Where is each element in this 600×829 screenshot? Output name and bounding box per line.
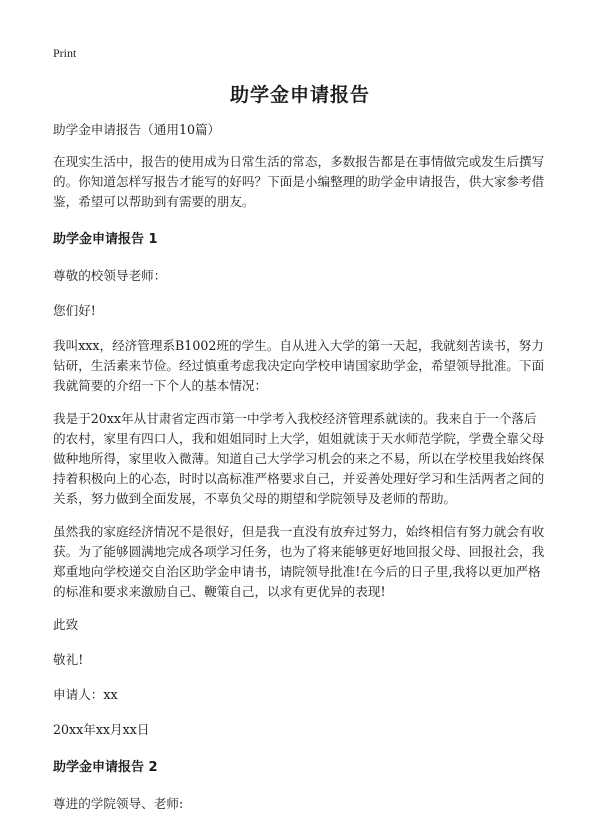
section-2-heading: 助学金申请报告 2: [53, 760, 158, 775]
body-paragraph-1: 我叫xxx，经济管理系B1002班的学生。自从进入大学的第一天起，我就刻苦读书，努力钻研，生活素来节俭。经过慎重考虑我决定向学校申请国家助学金，希望领导批准。下面我就简要的介绍一下个人的基本情况：: [53, 338, 545, 393]
closing-line-2: 敬礼!: [53, 652, 84, 667]
body-paragraph-3: 虽然我的家庭经济情况不是很好，但是我一直没有放弃过努力，始终相信有努力就会有收获。为了能够圆满地完成各项学习任务，也为了将来能够更好地回报父母、回报社会，我郑重地向学校递交自治区助学金申请书，请院领导批准!在今后的日子里,我将以更加严格的标准和要求来激励自己、鞭策自己，以求有更优异的表现!: [53, 524, 545, 599]
subtitle: 助学金申请报告（通用10篇）: [53, 122, 221, 137]
intro-paragraph: 在现实生活中，报告的使用成为日常生活的常态，多数报告都是在事情做完或发生后撰写的。你知道怎样写报告才能写的好吗？下面是小编整理的助学金申请报告，供大家参考借鉴，希望可以帮助到有需要的朋友。: [53, 154, 545, 209]
section-1-heading: 助学金申请报告 1: [53, 232, 158, 247]
print-link[interactable]: Print: [53, 46, 77, 60]
page-title: 助学金申请报告: [229, 84, 370, 106]
applicant-line: 申请人：xx: [53, 687, 118, 702]
salutation: 尊敬的校领导老师：: [53, 268, 167, 283]
closing-line-1: 此致: [53, 617, 79, 632]
date-line: 20xx年xx月xx日: [53, 722, 150, 737]
salutation-2: 尊进的学院领导、老师:: [53, 796, 184, 811]
body-paragraph-2: 我是于20xx年从甘肃省定西市第一中学考入我校经济管理系就读的。我来自于一个落后的农村，家里有四口人，我和姐姐同时上大学，姐姐就读于天水师范学院，学费全靠父母做种地所得，家里收入微薄。知道自己大学学习机会的来之不易，所以在学校里我始终保持着积极向上的心态，时时以高标准严格要求自己，并妥善处理好学习和生活两者之间的关系，努力做到全面发展，不辜负父母的期望和学院领导及老师的帮助。: [53, 411, 545, 506]
document-body: [53, 120, 548, 829]
greeting: 您们好!: [53, 303, 96, 318]
